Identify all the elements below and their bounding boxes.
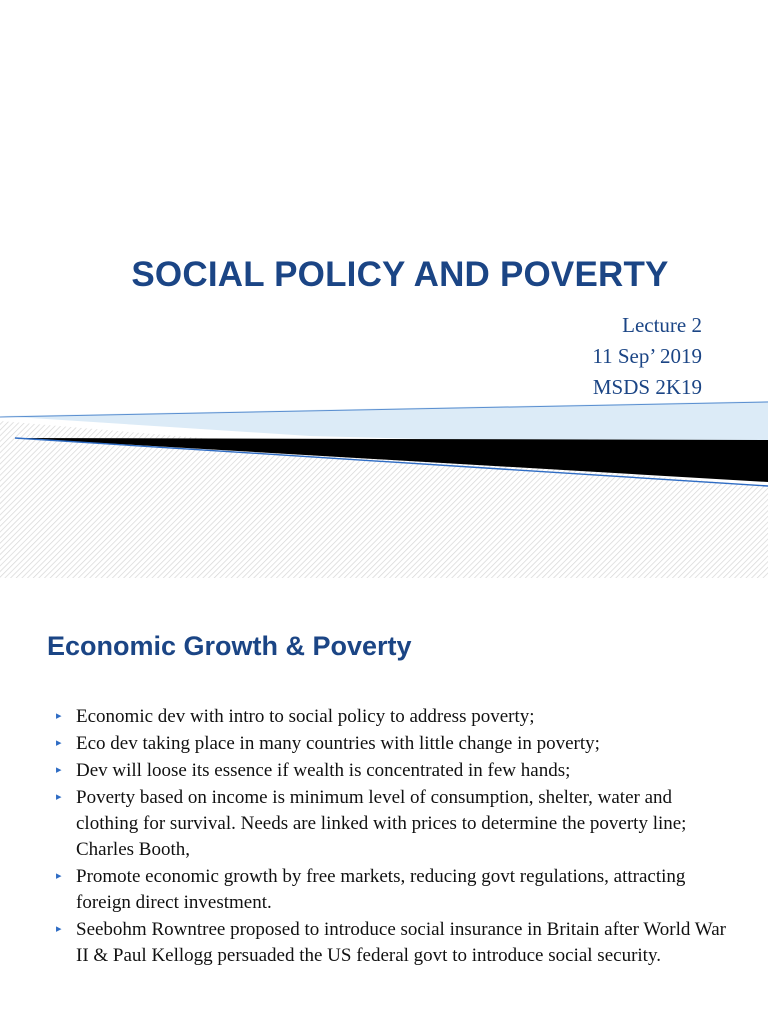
- triangle-bullet-icon: ▸: [56, 737, 62, 749]
- content-slide: [0, 578, 768, 1024]
- bullet-list: [56, 704, 736, 970]
- list-item: [56, 785, 736, 863]
- list-item-text: Seebohm Rowntree proposed to introduce social insurance in Britain after World War II & Paul Kellogg persuaded the US federal govt to introduce social security.: [76, 919, 726, 966]
- list-item: [56, 704, 736, 730]
- slide-title: Economic Growth & Poverty: [47, 631, 412, 661]
- list-item: [56, 917, 736, 969]
- subtitle-date: 11 Sep’ 2019: [592, 344, 702, 368]
- list-item: [56, 758, 736, 784]
- triangle-bullet-icon: ▸: [56, 923, 62, 935]
- triangle-bullet-icon: ▸: [56, 870, 62, 882]
- list-item-text: Promote economic growth by free markets, reducing govt regulations, attracting foreign direct investment.: [76, 866, 686, 913]
- list-item-text: Economic dev with intro to social policy to address poverty;: [76, 706, 535, 727]
- decorative-band: [0, 390, 768, 578]
- subtitle-program: MSDS 2K19: [592, 375, 702, 399]
- triangle-bullet-icon: ▸: [56, 710, 62, 722]
- list-item-text: Dev will loose its essence if wealth is concentrated in few hands;: [76, 760, 571, 781]
- list-item-text: Eco dev taking place in many countries with little change in poverty;: [76, 733, 600, 754]
- slide-title: SOCIAL POLICY AND POVERTY: [131, 255, 669, 294]
- list-item: [56, 731, 736, 757]
- subtitle-lecture: Lecture 2: [622, 313, 702, 337]
- triangle-bullet-icon: ▸: [56, 791, 62, 803]
- list-item: [56, 864, 736, 916]
- list-item-text: Poverty based on income is minimum level of consumption, shelter, water and clothing for survival. Needs are linked with prices to determine the poverty line; Charles Booth,: [76, 787, 687, 860]
- triangle-bullet-icon: ▸: [56, 764, 62, 776]
